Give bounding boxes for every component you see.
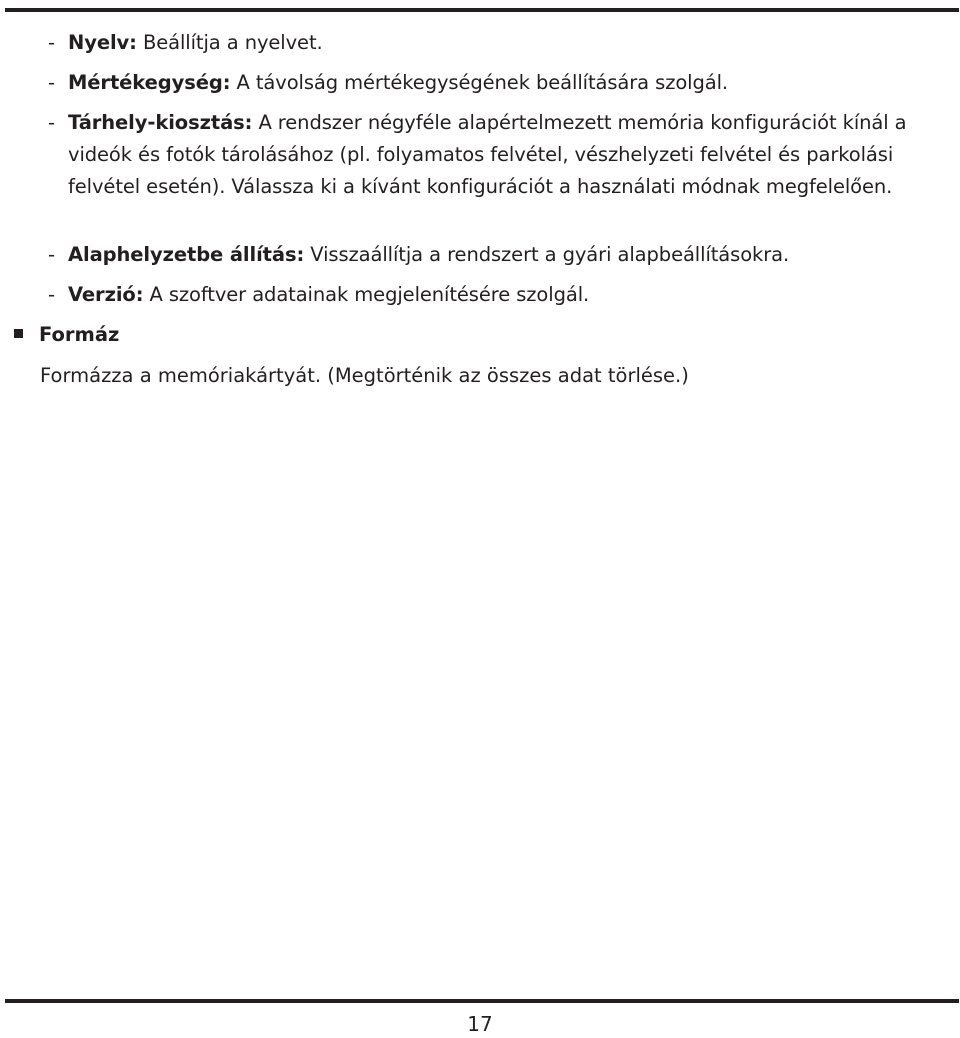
dash-marker: - — [48, 283, 55, 306]
item-text: Beállítja a nyelvet. — [136, 31, 323, 54]
item-term: Verzió: — [68, 283, 144, 306]
item-term: Tárhely-kiosztás: — [68, 111, 253, 134]
list-item-reset — [48, 239, 938, 271]
list-item-storage — [48, 107, 938, 203]
item-text: A rendszer négyféle alapértelmezett memória konfigurációt kínál a videók és fotók tárolásához (pl. folyamatos felvétel, vészhelyzeti felvétel és parkolási felvétel esetén). Válassza ki a kívánt konfigurációt a használati módnak megfelelően. — [68, 111, 907, 198]
dash-marker: - — [48, 243, 55, 266]
page-number: 17 — [467, 1012, 493, 1036]
item-term: Mértékegység: — [68, 71, 231, 94]
dash-marker: - — [48, 31, 55, 54]
list-item-version — [48, 279, 938, 311]
item-text: A távolság mértékegységének beállítására szolgál. — [230, 71, 729, 94]
item-term: Alaphelyzetbe állítás: — [68, 243, 305, 266]
item-text: Visszaállítja a rendszert a gyári alapbeállításokra. — [304, 243, 790, 266]
item-text: A szoftver adatainak megjelenítésére szolgál. — [143, 283, 590, 306]
section-heading-text: Formáz — [39, 323, 120, 346]
section-description: Formázza a memóriakártyát. (Megtörténik az összes adat törlése.) — [40, 364, 689, 387]
top-rule — [5, 8, 959, 12]
list-item-unit — [48, 67, 938, 99]
dash-marker: - — [48, 111, 55, 134]
list-item-language — [48, 27, 938, 59]
square-bullet-icon — [14, 329, 23, 338]
section-heading-format — [14, 319, 119, 351]
dash-marker: - — [48, 71, 55, 94]
bottom-rule — [5, 999, 959, 1003]
item-term: Nyelv: — [68, 31, 137, 54]
